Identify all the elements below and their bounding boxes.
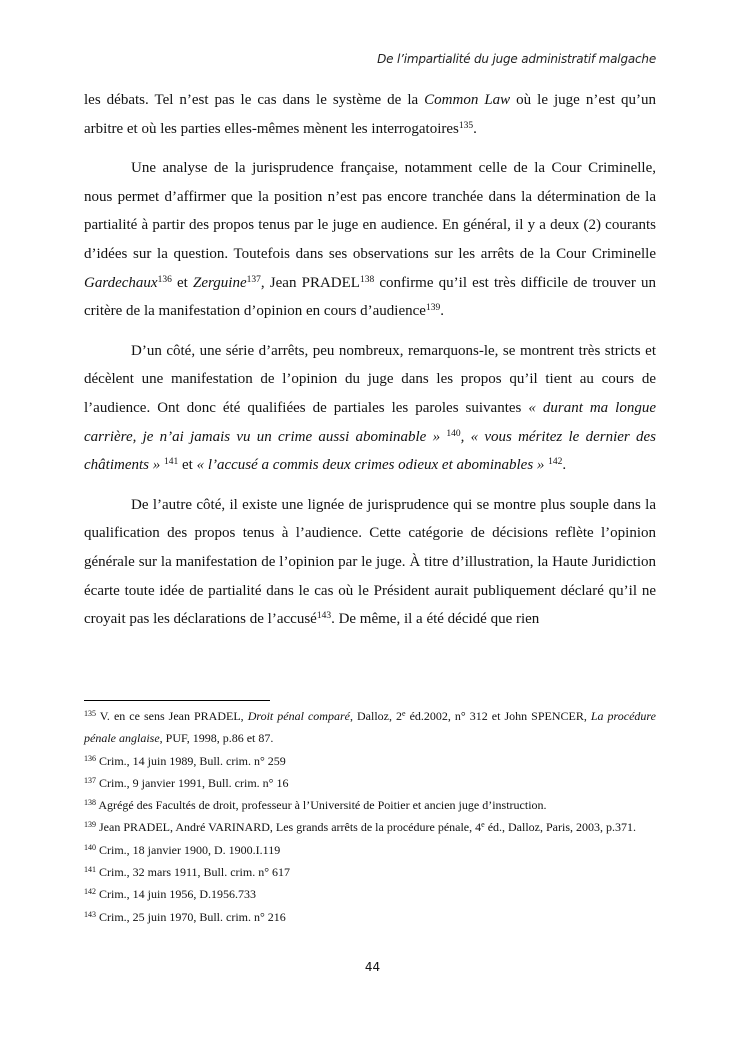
footnote-139 [84, 816, 656, 838]
text-run: Une analyse de la jurisprudence française, notamment celle de la Cour Criminelle, nous permet d’affirmer que la position n’est pas encore tranchée dans la détermination de la partialité à partir des propos tenus par le juge en audience. En général, il y a deux (2) courants d’idées sur la question. Toutefois dans ses observations sur les arrêts de la Cour Criminelle [84, 160, 656, 262]
footnote-ref: 138 [359, 274, 375, 285]
text-run: et [171, 274, 194, 291]
footnote-ref: 135 [458, 120, 474, 131]
text-run: Crim., 9 janvier 1991, Bull. crim. n° 16 [96, 775, 289, 790]
text-run: V. en ce sens Jean PRADEL, [96, 709, 248, 723]
paragraph-3 [84, 337, 656, 480]
footnote-number: 139 [84, 820, 96, 830]
quotation: « durant ma longue carrière, je n’ai jamais vu un crime aussi abominable » [84, 399, 656, 445]
footnote-ref: 137 [246, 274, 261, 285]
text-run: Crim., 32 mars 1911, Bull. crim. n° 617 [96, 865, 291, 880]
footnote-136 [84, 750, 656, 772]
text-run: Crim., 25 juin 1970, Bull. crim. n° 216 [96, 909, 286, 924]
paragraph-4 [84, 491, 656, 634]
footnotes [84, 705, 656, 928]
quotation: « l’accusé a commis deux crimes odieux et abominables » [196, 457, 549, 474]
footnote-ref: 142 [548, 457, 563, 468]
page-number: 44 [364, 960, 381, 974]
footnote-ref: 141 [164, 457, 179, 468]
text-run: éd.2002, n° 312 et John SPENCER, [405, 709, 591, 723]
italic-title: Droit pénal comparé [247, 709, 350, 723]
paragraph-1 [84, 86, 656, 143]
text-run: . [473, 120, 477, 137]
footnote-ref: 136 [157, 274, 172, 285]
text-run: Crim., 14 juin 1989, Bull. crim. n° 259 [96, 753, 286, 768]
text-run: éd., Dalloz, Paris, 2003, p.371. [484, 820, 636, 835]
footnote-143 [84, 906, 656, 928]
footnote-number: 142 [84, 887, 96, 897]
footnote-number: 143 [84, 909, 96, 919]
footnote-ref: 143 [316, 611, 332, 622]
footnote-141 [84, 861, 656, 883]
footnote-number: 141 [84, 865, 96, 875]
text-run: les débats. Tel n’est pas le cas dans le système de la [84, 92, 425, 108]
footnote-ref: 140 [446, 428, 461, 439]
footnote-number: 137 [84, 775, 96, 785]
footnote-ref: 139 [425, 303, 441, 314]
ordinal-sup: e [402, 709, 406, 718]
italic-term: Common Law [424, 92, 511, 108]
text-run: . [440, 303, 444, 320]
footnote-140 [84, 839, 656, 861]
body-text [84, 86, 656, 645]
text-run: , PUF, 1998, p.86 et 87. [159, 731, 274, 746]
text-run: . [562, 457, 567, 474]
text-run: Crim., 14 juin 1956, D.1956.733 [96, 887, 257, 902]
footnote-135 [84, 705, 656, 750]
footnote-number: 140 [84, 842, 96, 852]
text-run: , Dalloz, 2 [349, 709, 402, 723]
footnote-142 [84, 883, 656, 905]
italic-title: La procédure pénale anglaise [84, 709, 656, 746]
text-run: confirme qu’il est très difficile de trouver un critère de la manifestation d’opinion en cours d’audience [84, 274, 657, 320]
ordinal-sup: e [481, 820, 485, 830]
text-run: De l’autre côté, il existe une lignée de jurisprudence qui se montre plus souple dans la qualification des propos tenus à l’audience. Cette catégorie de décisions reflète l’opinion générale sur la manifestation de l’opinion par le juge. À titre d’illustration, la Haute Juridiction écarte toute idée de partialité dans le cas où le Président aurait publiquement déclaré qu’il ne croyait pas les déclarations de l’accusé [84, 496, 656, 628]
text-run: Jean PRADEL, André VARINARD, Les grands arrêts de la procédure pénale, 4 [96, 820, 482, 835]
footnote-separator [84, 700, 270, 701]
text-run: . De même, il a été décidé que rien [331, 611, 540, 628]
quotation: , « vous méritez le dernier des châtiments » [84, 428, 656, 474]
italic-term: Zerguine [193, 274, 247, 291]
text-run: Crim., 18 janvier 1900, D. 1900.I.119 [96, 842, 281, 857]
footnote-number: 135 [84, 709, 96, 718]
footnote-138 [84, 794, 656, 816]
text-run: Agrégé des Facultés de droit, professeur à l’Université de Poitier et ancien juge d’instruction. [96, 798, 547, 813]
running-header: De l’impartialité du juge administratif malgache [377, 52, 656, 66]
text-run: et [178, 457, 197, 474]
footnote-number: 136 [84, 753, 96, 763]
paragraph-2 [84, 154, 656, 326]
footnote-number: 138 [84, 798, 96, 808]
text-run: où le juge n’est qu’un arbitre et où les parties elles-mêmes mènent les interrogatoires [84, 92, 656, 137]
footnote-137 [84, 772, 656, 794]
text-run: , Jean PRADEL [260, 274, 360, 291]
text-run: D’un côté, une série d’arrêts, peu nombreux, remarquons-le, se montrent très stricts et décèlent une manifestation de l’opinion du juge dans les propos qu’il tient au cours de l’audience. Ont donc été qualifiées de partiales les paroles suivantes [84, 342, 656, 416]
italic-term: Gardechaux [84, 274, 158, 291]
